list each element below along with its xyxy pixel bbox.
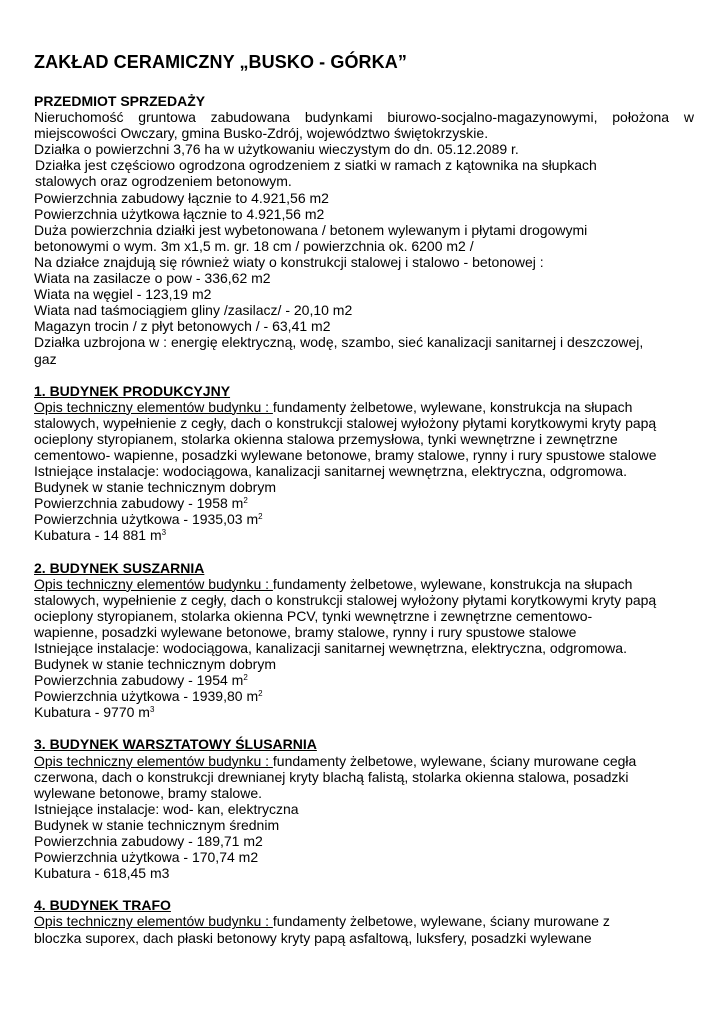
sale-line: Wiata nad taśmociągiem gliny /zasilacz/ - 20,10 m2	[34, 302, 353, 319]
building-2-heading: 2. BUDYNEK SUSZARNIA	[34, 559, 205, 576]
sale-line: betonowymi o wym. 3m x1,5 m. gr. 18 cm / powierzchnia ok. 6200 m2 /	[34, 237, 474, 254]
superscript: 2	[243, 496, 248, 506]
building-1-description-first-line	[34, 399, 694, 415]
sale-line: Wiata na zasilacze o pow - 336,62 m2	[34, 270, 271, 287]
building-2-description-first-line	[34, 576, 694, 592]
building-1-line: stalowych, wypełnienie z cegły, dach o konstrukcji stalowej wyłożony płytami korytkowymi kryty papą	[34, 414, 657, 431]
description-label: Opis techniczny elementów budynku :	[34, 575, 273, 592]
building-2-area-built	[34, 672, 694, 688]
building-4-line: bloczka suporex, dach płaski betonowy kryty papą asfaltową, luksfery, posadzki wylewane	[34, 929, 592, 946]
sale-line: Duża powierzchnia działki jest wybetonowana / betonem wylewanym i płytami drogowymi	[34, 221, 588, 238]
building-2-area-usable	[34, 688, 694, 704]
superscript: 2	[243, 673, 248, 683]
building-2-line: Istniejące instalacje: wodociągowa, kanalizacji sanitarnej wewnętrzna, elektryczna, odgromowa.	[34, 640, 627, 656]
superscript: 3	[149, 705, 155, 715]
document-page	[34, 52, 694, 946]
superscript: 2	[258, 689, 263, 699]
building-1-area-usable	[34, 511, 694, 527]
building-1-line: ocieplony styropianem, stolarka okienna stalowa przemysłowa, tynki wewnętrzne i zewnętrzne	[34, 430, 618, 447]
building-3-heading: 3. BUDYNEK WARSZTATOWY ŚLUSARNIA	[34, 736, 317, 753]
building-1-area-built	[34, 495, 694, 511]
area-built-text: Powierzchnia zabudowy - 1958 m	[34, 495, 244, 512]
building-3-line: Powierzchnia użytkowa - 170,74 m2	[34, 849, 259, 866]
building-3-line: czerwona, dach o konstrukcji drewnianej kryty blachą falistą, stolarka okienna stalowa, posadzki	[34, 768, 629, 785]
sale-line: Wiata na węgiel - 123,19 m2	[34, 286, 212, 303]
building-2-line: ocieplony styropianem, stolarka okienna PCV, tynki wewnętrzne i zewnętrzne cementowo-	[34, 607, 593, 624]
volume-text: Kubatura - 14 881 m	[34, 527, 162, 544]
building-1-heading: 1. BUDYNEK PRODUKCYJNY	[34, 382, 231, 399]
description-label: Opis techniczny elementów budynku :	[34, 398, 273, 415]
sale-line: Nieruchomość gruntowa zabudowana budynkami biurowo-socjalno-magazynowymi, położona w	[34, 109, 694, 126]
description-text: fundamenty żelbetowe, wylewane, konstrukcja na słupach	[272, 575, 633, 592]
building-3-line: Budynek w stanie technicznym średnim	[34, 816, 280, 833]
building-4-description-first-line	[34, 913, 694, 929]
building-1-line: Budynek w stanie technicznym dobrym	[34, 479, 276, 496]
building-2-section	[34, 560, 694, 721]
volume-text: Kubatura - 9770 m	[34, 704, 150, 721]
building-1-volume	[34, 527, 694, 543]
description-text: fundamenty żelbetowe, wylewane, konstrukcja na słupach	[272, 398, 633, 415]
sale-line: Działka jest częściowo ogrodzona ogrodzeniem z siatki w ramach z kątownika na słupkach	[35, 157, 597, 174]
superscript: 3	[161, 528, 167, 538]
description-text: fundamenty żelbetowe, wylewane, ściany murowane cegła	[272, 752, 637, 769]
area-usable-text: Powierzchnia użytkowa - 1939,80 m	[34, 688, 259, 705]
building-2-line: Budynek w stanie technicznym dobrym	[34, 656, 276, 673]
building-3-line: Kubatura - 618,45 m3	[34, 865, 170, 882]
sale-line: Powierzchnia zabudowy łącznie to 4.921,56 m2	[34, 189, 329, 206]
building-3-line: wylewane betonowe, bramy stalowe.	[34, 784, 263, 801]
building-4-heading: 4. BUDYNEK TRAFO	[34, 897, 171, 914]
building-4-section	[34, 897, 694, 945]
area-usable-text: Powierzchnia użytkowa - 1935,03 m	[34, 511, 259, 528]
sale-line: Magazyn trocin / z płyt betonowych / - 63,41 m2	[34, 318, 331, 335]
building-2-line: stalowych, wypełnienie z cegły, dach o konstrukcji stalowej wyłożony płytami korytkowymi kryty papą	[34, 591, 657, 608]
document-title: ZAKŁAD CERAMICZNY „BUSKO - GÓRKA”	[34, 52, 407, 72]
building-3-line: Istniejące instalacje: wod- kan, elektryczna	[34, 800, 299, 817]
sale-line: Na działce znajdują się również wiaty o konstrukcji stalowej i stalowo - betonowej :	[34, 253, 544, 270]
sale-line: Działka uzbrojona w : energię elektryczną, wodę, szambo, sieć kanalizacji sanitarnej i deszczowej,	[34, 334, 644, 351]
sale-line: miejscowości Owczary, gmina Busko-Zdrój, województwo świętokrzyskie.	[34, 125, 489, 142]
sale-line: Powierzchnia użytkowa łącznie to 4.921,56 m2	[34, 205, 325, 222]
superscript: 2	[258, 512, 263, 522]
building-2-volume	[34, 704, 694, 720]
sale-line: stalowych oraz ogrodzeniem betonowym.	[35, 173, 292, 190]
building-3-section	[34, 736, 694, 881]
description-label: Opis techniczny elementów budynku :	[34, 913, 273, 930]
sale-heading: PRZEDMIOT SPRZEDAŻY	[34, 93, 206, 109]
building-3-line: Powierzchnia zabudowy - 189,71 m2	[34, 833, 263, 850]
description-text: fundamenty żelbetowe, wylewane, ściany murowane z	[272, 913, 610, 930]
area-built-text: Powierzchnia zabudowy - 1954 m	[34, 672, 244, 689]
sale-line: Działka o powierzchni 3,76 ha w użytkowaniu wieczystym do dn. 05.12.2089 r.	[34, 141, 519, 158]
building-1-section	[34, 383, 694, 544]
building-1-line: cementowo- wapienne, posadzki wylewane betonowe, bramy stalowe, rynny i rury spustowe stalowe	[34, 446, 657, 463]
sale-line: gaz	[34, 350, 57, 367]
sale-section	[34, 93, 694, 367]
building-1-line: Istniejące instalacje: wodociągowa, kanalizacji sanitarnej wewnętrzna, elektryczna, odgromowa.	[34, 463, 627, 480]
description-label: Opis techniczny elementów budynku :	[34, 752, 273, 769]
building-2-line: wapienne, posadzki wylewane betonowe, bramy stalowe, rynny i rury spustowe stalowe	[34, 623, 577, 640]
building-3-description-first-line	[34, 753, 694, 769]
